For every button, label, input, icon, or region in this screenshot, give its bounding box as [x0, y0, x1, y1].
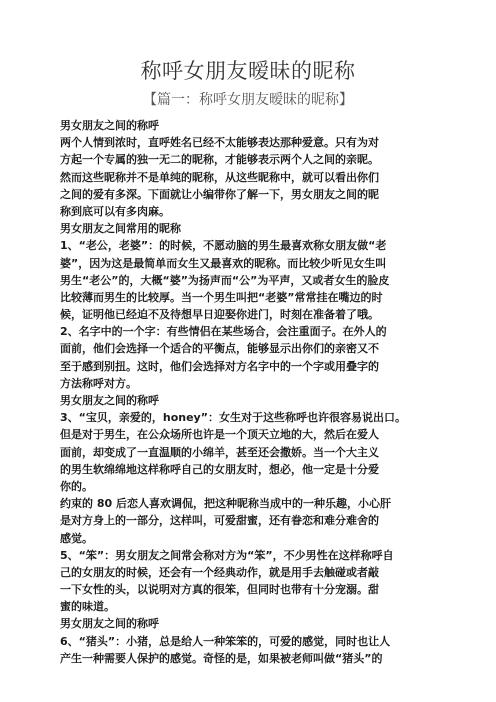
- text-line: 称到底可以有多肉麻。: [60, 204, 170, 218]
- text-line: 面前，他们会选择一个适合的平衡点，能够显示出你们的亲密又不: [60, 342, 379, 356]
- text-line: 是对方身上的一部分，这样叫，可爱甜蜜，还有眷恋和难分难舍的: [60, 514, 379, 528]
- text-line: 男女朋友之间的称呼: [60, 119, 159, 132]
- text-line: 6、“猪头”：小猪，总是给人一种笨笨的，可爱的感觉，同时也让人: [60, 634, 391, 648]
- text-line: 蜜的味道。: [60, 600, 115, 614]
- document-subtitle: 【篇一：称呼女朋友暧昧的昵称】: [143, 92, 353, 108]
- text-line: 比较薄而男生的比较厚。当一个男生叫把“老婆”常常挂在嘴边的时: [60, 290, 383, 304]
- text-line: 男女朋友之间的称呼: [60, 617, 159, 631]
- text-line: 男女朋友之间的称呼: [60, 394, 159, 407]
- text-line: 感觉。: [60, 531, 93, 545]
- text-line: 然而这些昵称并不是单纯的昵称，从这些昵称中，就可以看出你们: [60, 170, 379, 184]
- document-title: 称呼女朋友暧昧的昵称: [140, 59, 356, 83]
- text-line: 一下女性的头，以说明对方真的很笨，但同时也带有十分宠溺。甜: [60, 583, 379, 597]
- text-line: 男生“老公”的，大概“婆”为扬声而“公”为平声，又或者女生的脸皮: [60, 273, 390, 287]
- text-line: 己的女朋友的时候，还会有一个经典动作，就是用手去触碰或者敲: [60, 565, 379, 579]
- text-line: 你的。: [60, 479, 93, 493]
- text-line: 男女朋友之间常用的昵称: [60, 222, 181, 236]
- text-line: 但是对于男生，在公众场所也许是一个顶天立地的大，然后在爱人: [60, 428, 379, 442]
- text-line: 约束的 80 后恋人喜欢调侃，把这种昵称当成中的一种乐趣，小心肝: [60, 497, 391, 511]
- text-line: 面前，却变成了一直温顺的小绵羊，甚至还会撒娇。当一个大主义: [60, 445, 379, 459]
- text-line: 方法称呼对方。: [60, 376, 137, 390]
- document-body: [60, 117, 444, 667]
- text-line: 3、“宝贝，亲爱的，honey”：女生对于这些称呼也许很容易说出口。: [60, 411, 406, 425]
- text-line: 的男生软绵绵地这样称呼自己的女朋友时，想必，他一定是十分爱: [60, 462, 379, 476]
- text-line: 候，证明他已经迫不及待想早日迎娶你进门，时刻在准备着了哦。: [60, 308, 379, 322]
- text-line: 产生一种需要人保护的感觉。奇怪的是，如果被老师叫做“猪头”的: [60, 651, 383, 665]
- text-line: 1、“老公，老婆”：的时候，不愿动脑的男生最喜欢称女朋友做“老: [60, 239, 387, 253]
- text-line: 2、名字中的一个字：有些情侣在某些场合，会注重面子。在外人的: [60, 325, 387, 339]
- text-line: 5、“笨”：男女朋友之间常会称对方为“笨”，不少男性在这样称呼自: [60, 548, 394, 562]
- text-line: 至于感到别扭。这时，他们会选择对方名字中的一个字或用叠字的: [60, 359, 379, 373]
- text-line: 方起一个专属的独一无二的昵称，才能够表示两个人之间的亲昵。: [60, 153, 379, 167]
- text-line: 两个人情到浓时，直呼姓名已经不太能够表达那种爱意。只有为对: [60, 136, 379, 150]
- text-line: 之间的爱有多深。下面就让小编带你了解一下，男女朋友之间的昵: [60, 187, 379, 201]
- text-line: 婆”，因为这是最简单而女生又最喜欢的昵称。而比较少听见女生叫: [60, 256, 387, 270]
